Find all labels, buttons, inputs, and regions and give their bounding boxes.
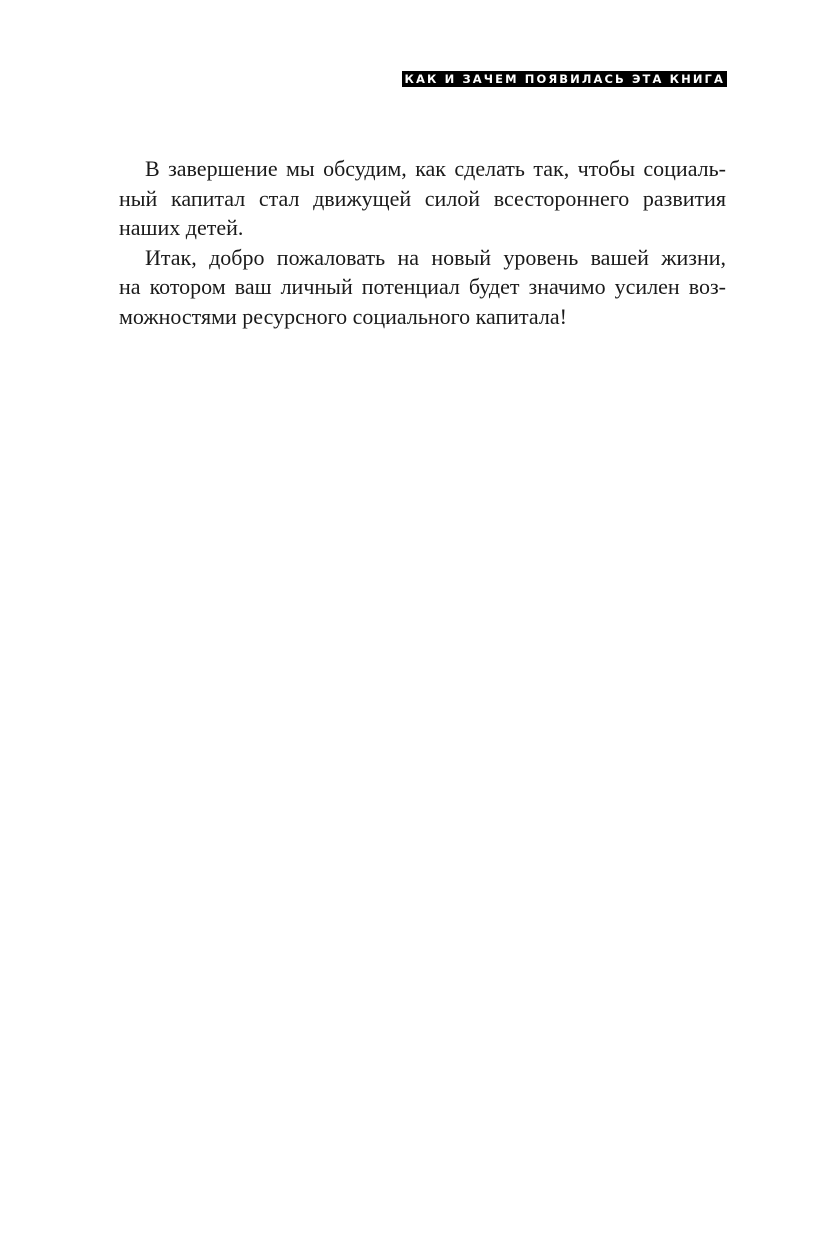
paragraph xyxy=(119,243,726,332)
text-line: наших детей. xyxy=(119,215,244,240)
text-line: можностями ресурсного социального капитала! xyxy=(119,303,567,329)
text-line: В завершение мы обсудим, как сделать так, чтобы социаль- xyxy=(145,156,726,181)
running-header: КАК И ЗАЧЕМ ПОЯВИЛАСЬ ЭТА КНИГА xyxy=(402,71,727,87)
text-line: ный капитал стал движущей силой всестороннего развития xyxy=(119,185,726,211)
paragraph xyxy=(119,154,726,243)
text-line: на котором ваш личный потенциал будет значимо усилен воз- xyxy=(119,274,726,299)
text-line: Итак, добро пожаловать на новый уровень вашей жизни, xyxy=(145,244,726,270)
body-text xyxy=(119,154,726,331)
